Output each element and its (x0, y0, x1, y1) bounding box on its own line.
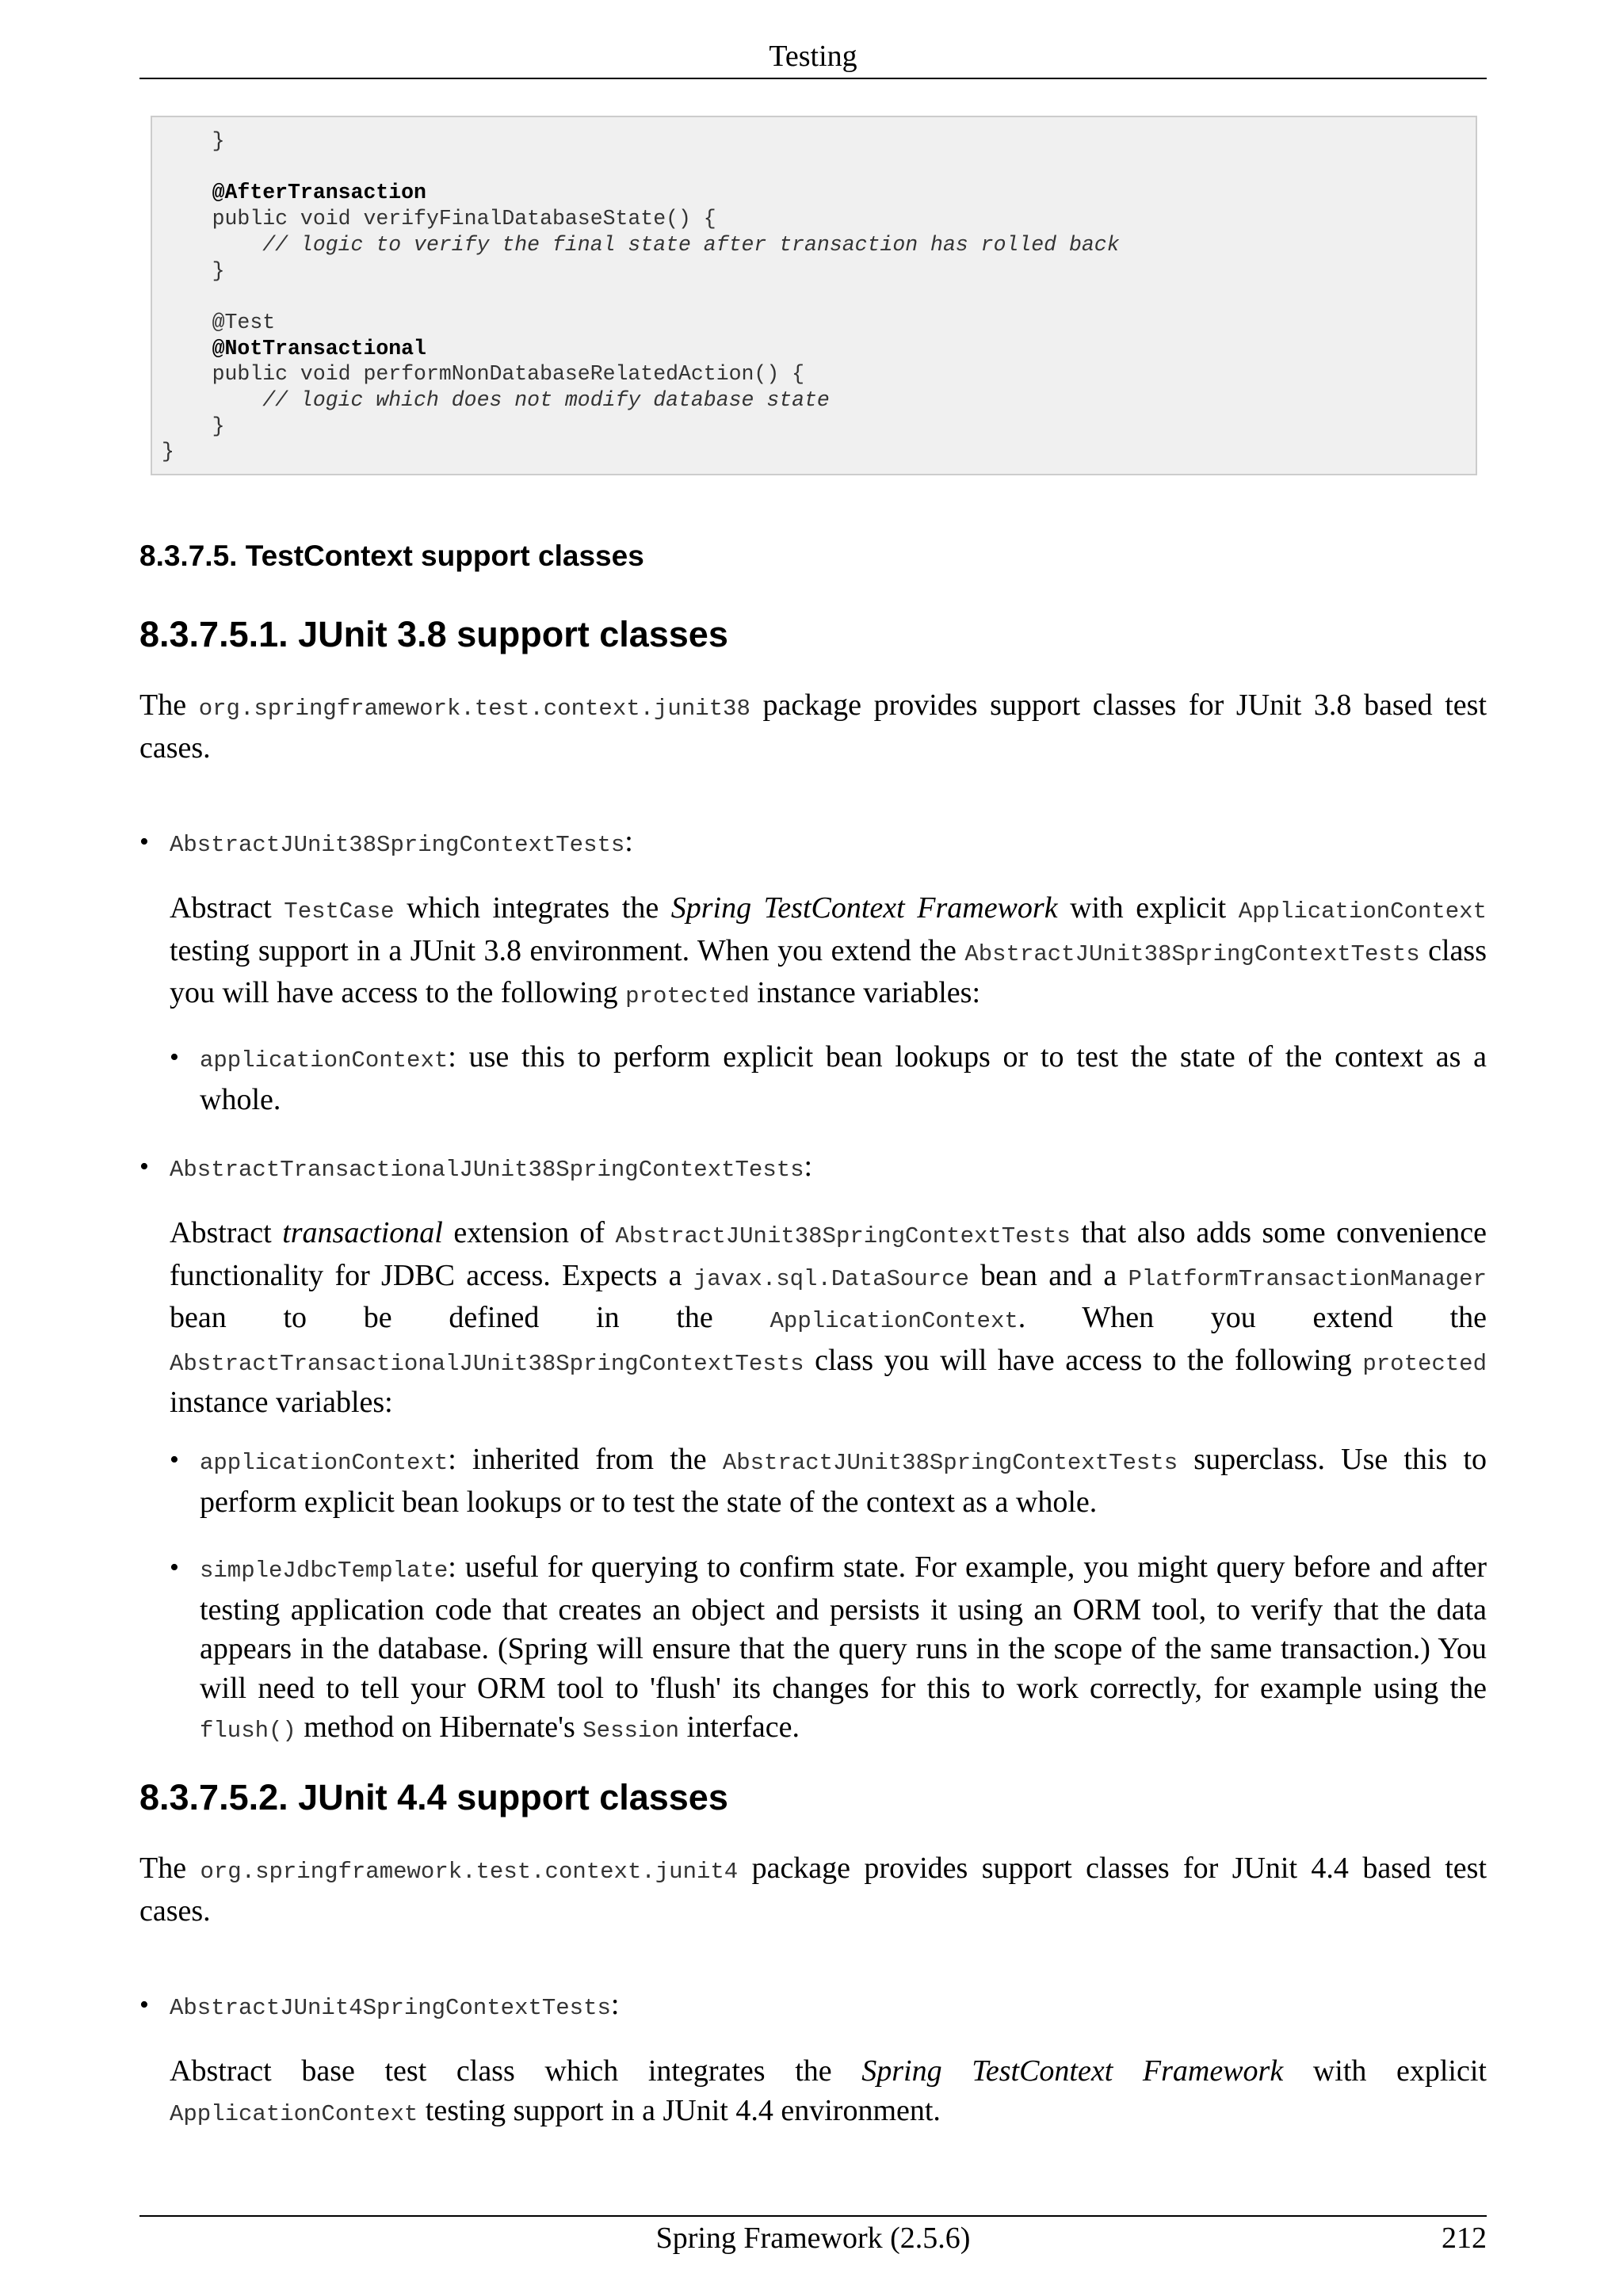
sub-list-item: simpleJdbcTemplate: useful for querying to confirm state. For example, you might query before and after testing application code that creates an object and persists it using an ORM tool, to verify that the data appears in the database. (Spring will ensure that the query runs in the scope of the same transaction.) You will need to tell your ORM tool to 'flush' its changes for this to work correctly, for example using the flush() method on Hibernate's Session interface. (200, 1550, 1487, 1744)
list-item-title: AbstractJUnit4SpringContextTests: (170, 1988, 620, 2021)
sub-bullet: • (170, 1553, 179, 1582)
code-line: } (162, 414, 225, 438)
page-number: 212 (1442, 2222, 1487, 2255)
running-header: Testing (769, 40, 857, 73)
code-line: // logic to verify the final state after transaction has rolled back (162, 232, 1120, 257)
code-line: @NotTransactional (162, 336, 426, 360)
code-line: } (162, 440, 174, 464)
intro-paragraph-junit44: The org.springframework.test.context.junit4 package provides support classes for JUnit 4.4 based test cases. (139, 1852, 1487, 1928)
list-item-title: AbstractTransactionalJUnit38SpringContextTests: (170, 1150, 813, 1183)
subsection-heading-junit38: 8.3.7.5.1. JUnit 3.8 support classes (139, 614, 728, 654)
code-line: } (162, 258, 225, 283)
code-line: } (162, 129, 225, 153)
bullet: • (139, 827, 149, 856)
bullet: • (139, 1152, 149, 1181)
list-item-description: Abstract TestCase which integrates the Spring TestContext Framework with explicit ApplicationContext testing support in a JUnit 3.8 environment. When you extend the AbstractJUnit38SpringContextTests class you will have access to the following protected instance variables: (170, 891, 1487, 1009)
code-line: @AfterTransaction (162, 181, 426, 205)
bullet: • (139, 1990, 149, 2019)
code-block (151, 116, 1477, 475)
list-item-description: Abstract transactional extension of AbstractJUnit38SpringContextTests that also adds some convenience functionality for JDBC access. Expects a javax.sql.DataSource bean and a PlatformTransactionManager bean to be defined in the ApplicationContext. When you extend the AbstractTransactionalJUnit38SpringContextTests class you will have access to the following protected instance variables: (170, 1216, 1487, 1419)
sub-list-item: applicationContext: inherited from the AbstractJUnit38SpringContextTests superclass. Use this to perform explicit bean lookups or to test the state of the context as a whole. (200, 1443, 1487, 1519)
list-item-description: Abstract base test class which integrates the Spring TestContext Framework with explicit ApplicationContext testing support in a JUnit 4.4 environment. (170, 2054, 1487, 2127)
package-name: org.springframework.test.context.junit38 (198, 696, 750, 722)
sub-bullet: • (170, 1445, 179, 1474)
section-heading: 8.3.7.5. TestContext support classes (139, 540, 644, 572)
code-listing (162, 128, 1120, 465)
list-item-title: AbstractJUnit38SpringContextTests: (170, 825, 633, 858)
code-line: @Test (162, 310, 276, 334)
header-rule (139, 78, 1487, 79)
intro-paragraph-junit38: The org.springframework.test.context.junit38 package provides support classes for JUnit 3.8 based test cases. (139, 688, 1487, 765)
footer-rule (139, 2215, 1487, 2217)
code-line: public void verifyFinalDatabaseState() { (162, 207, 716, 231)
sub-list-item: applicationContext: use this to perform explicit bean lookups or to test the state of the context as a whole. (200, 1040, 1487, 1116)
footer-title: Spring Framework (2.5.6) (655, 2222, 971, 2255)
sub-bullet: • (170, 1043, 179, 1072)
code-line: public void performNonDatabaseRelatedAction() { (162, 362, 805, 387)
subsection-heading-junit44: 8.3.7.5.2. JUnit 4.4 support classes (139, 1777, 728, 1817)
code-line: // logic which does not modify database state (162, 388, 830, 413)
package-name: org.springframework.test.context.junit4 (200, 1859, 739, 1885)
